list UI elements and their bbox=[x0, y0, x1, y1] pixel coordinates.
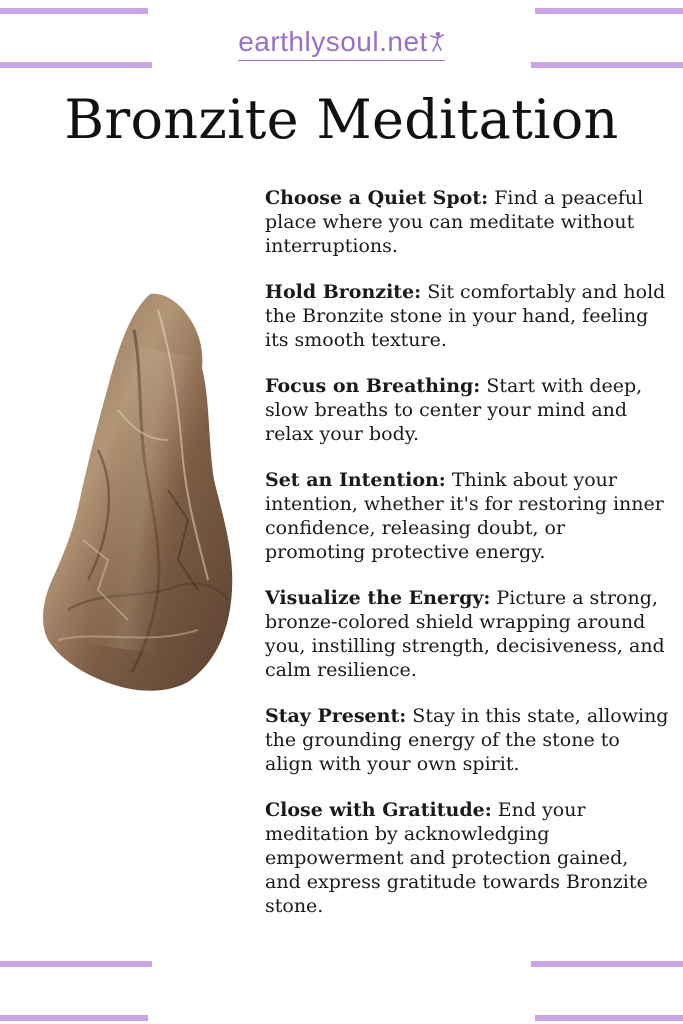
step-heading: Hold Bronzite: bbox=[265, 281, 422, 303]
step-item bbox=[265, 586, 670, 682]
step-item bbox=[265, 186, 670, 258]
decor-bar-top-left-2 bbox=[0, 62, 152, 68]
site-logo[interactable] bbox=[0, 26, 683, 61]
step-heading: Visualize the Energy: bbox=[265, 587, 491, 609]
step-item bbox=[265, 798, 670, 918]
logo-text: earthlysoul.net bbox=[238, 26, 428, 57]
decor-bar-bottom-left-1 bbox=[0, 961, 152, 967]
bronzite-stone-image bbox=[38, 290, 238, 695]
step-text: Think about your intention, whether it's for restoring inner confidence, releasing doubt, or promoting protective energy. bbox=[265, 469, 664, 563]
logo-wrapper bbox=[238, 26, 445, 61]
decor-bar-bottom-right-2 bbox=[535, 1015, 683, 1021]
step-heading: Stay Present: bbox=[265, 705, 407, 727]
step-heading: Choose a Quiet Spot: bbox=[265, 187, 489, 209]
decor-bar-top-right-1 bbox=[535, 8, 683, 14]
step-text: Sit comfortably and hold the Bronzite stone in your hand, feeling its smooth texture. bbox=[265, 281, 666, 351]
decor-bar-top-left-1 bbox=[0, 8, 148, 14]
page-title: Bronzite Meditation bbox=[64, 88, 619, 151]
step-text: Find a peaceful place where you can meditate without interruptions. bbox=[265, 187, 644, 257]
step-heading: Close with Gratitude: bbox=[265, 799, 492, 821]
step-item bbox=[265, 280, 670, 352]
decor-bar-top-right-2 bbox=[531, 62, 683, 68]
step-text: End your meditation by acknowledging empowerment and protection gained, and express gratitude towards Bronzite stone. bbox=[265, 799, 648, 917]
step-text: Stay in this state, allowing the grounding energy of the stone to align with your own spirit. bbox=[265, 705, 669, 775]
step-item bbox=[265, 704, 670, 776]
step-item bbox=[265, 468, 670, 564]
decor-bar-bottom-right-1 bbox=[531, 961, 683, 967]
step-text: Start with deep, slow breaths to center your mind and relax your body. bbox=[265, 375, 643, 445]
step-heading: Set an Intention: bbox=[265, 469, 446, 491]
meditation-steps-list bbox=[265, 186, 670, 940]
decor-bar-bottom-left-2 bbox=[0, 1015, 148, 1021]
step-text: Picture a strong, bronze-colored shield wrapping around you, instilling strength, decisiveness, and calm resilience. bbox=[265, 587, 665, 681]
step-item bbox=[265, 374, 670, 446]
step-heading: Focus on Breathing: bbox=[265, 375, 481, 397]
dancing-figure-icon bbox=[429, 31, 445, 53]
